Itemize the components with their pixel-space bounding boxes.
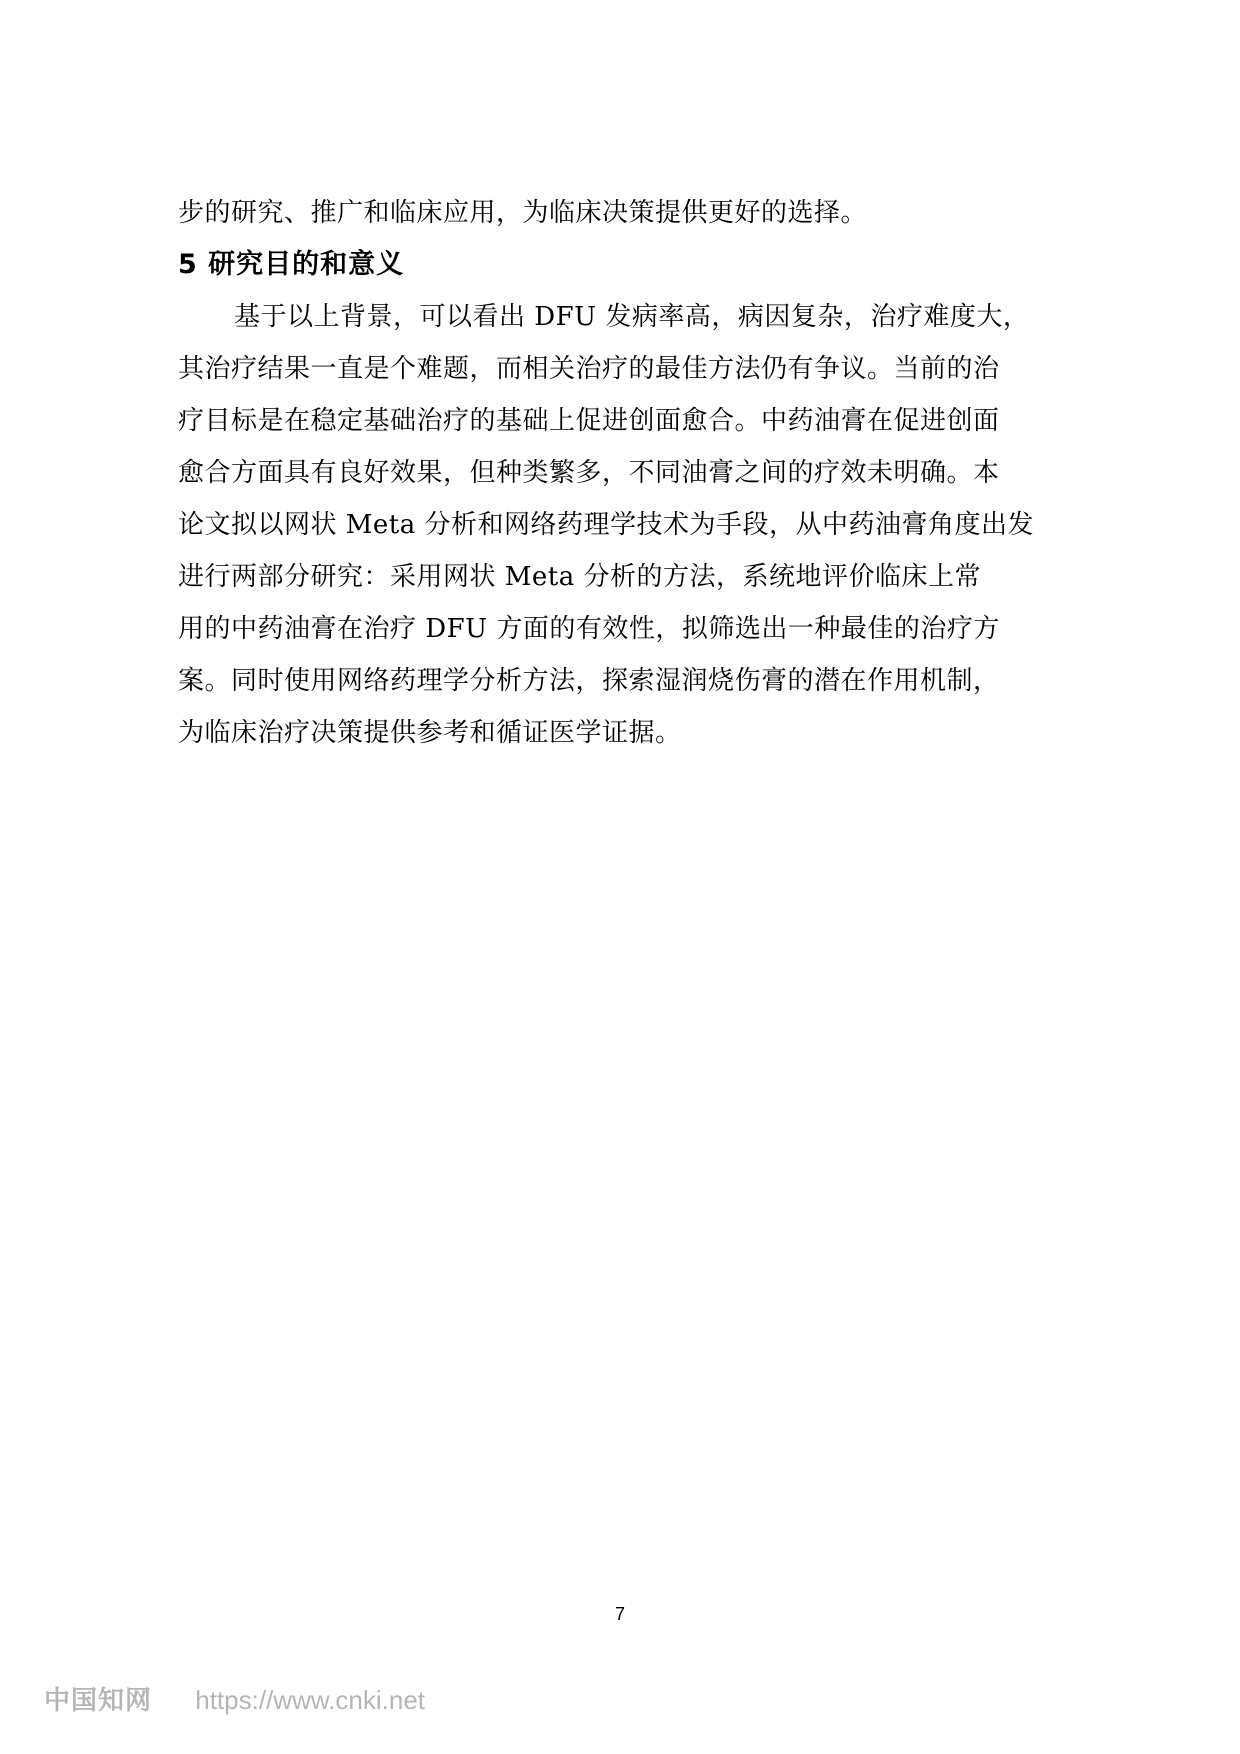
section-heading: 5 研究目的和意义 bbox=[178, 249, 405, 280]
watermark-brand: 中国知网 bbox=[44, 1685, 153, 1715]
continuation-line: 步的研究、推广和临床应用，为临床决策提供更好的选择。 bbox=[178, 198, 868, 228]
paragraph-line: 进行两部分研究：采用网状 Meta 分析的方法，系统地评价临床上常 bbox=[178, 562, 981, 592]
body-text bbox=[178, 187, 1098, 759]
paragraph-line: 论文拟以网状 Meta 分析和网络药理学技术为手段，从中药油膏角度出发 bbox=[178, 510, 1034, 540]
paragraph-line: 基于以上背景，可以看出 DFU 发病率高，病因复杂，治疗难度大， bbox=[234, 302, 1030, 332]
paragraph-line: 用的中药油膏在治疗 DFU 方面的有效性，拟筛选出一种最佳的治疗方 bbox=[178, 614, 1000, 644]
cnki-watermark bbox=[44, 1680, 425, 1717]
paragraph-line: 案。同时使用网络药理学分析方法，探索湿润烧伤膏的潜在作用机制， bbox=[178, 666, 1000, 696]
paragraph-line: 为临床治疗决策提供参考和循证医学证据。 bbox=[178, 718, 682, 748]
paragraph-line: 疗目标是在稳定基础治疗的基础上促进创面愈合。中药油膏在促进创面 bbox=[178, 406, 1000, 436]
page-number: 7 bbox=[614, 1604, 625, 1624]
paragraph-line: 愈合方面具有良好效果，但种类繁多，不同油膏之间的疗效未明确。本 bbox=[178, 458, 1000, 488]
paragraph-line: 其治疗结果一直是个难题，而相关治疗的最佳方法仍有争议。当前的治 bbox=[178, 354, 1000, 384]
watermark-url: https://www.cnki.net bbox=[195, 1685, 426, 1715]
